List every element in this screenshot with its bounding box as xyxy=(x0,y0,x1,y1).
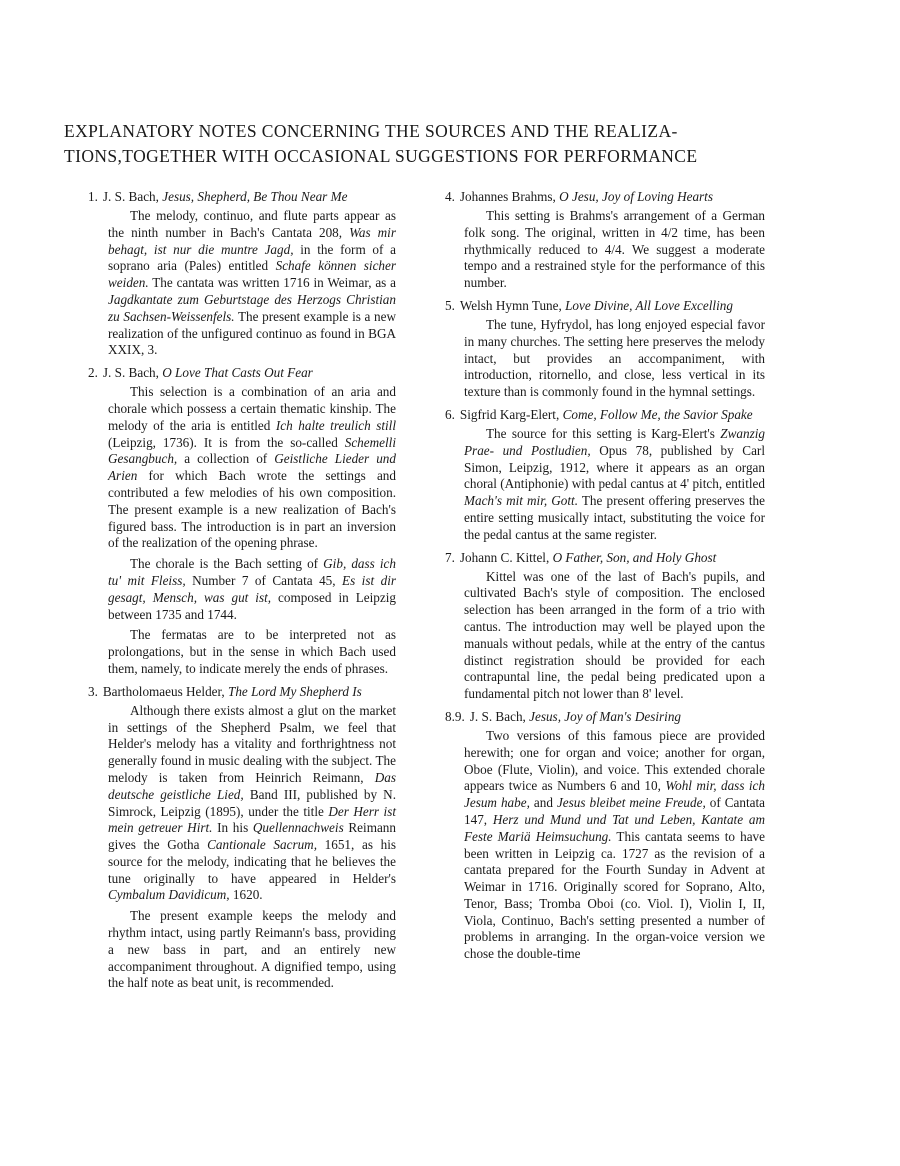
note-entry xyxy=(445,188,765,292)
note-heading xyxy=(445,406,765,423)
italic-title: Cantionale Sacrum, xyxy=(207,837,317,853)
text-run: of Cantata 147, xyxy=(464,795,766,827)
title-line-1: EXPLANATORY NOTES CONCERNING THE SOURCES AND THE REALIZA- xyxy=(64,121,678,141)
note-number: 7. xyxy=(445,549,455,565)
note-work-title: Come, Follow Me, the Savior Spake xyxy=(562,406,753,422)
note-paragraph xyxy=(108,627,396,677)
note-title xyxy=(103,683,396,700)
note-heading xyxy=(88,683,396,700)
note-entry xyxy=(445,297,765,401)
note-entry xyxy=(445,406,765,544)
text-run: This setting is Brahms's arrangement of a German folk song. The original, written in 4/2 time, has been rhythmically reduced to 4/4. We suggest a moderate tempo and a restrained style for the performance of this number. xyxy=(464,208,765,291)
text-run: a collection of xyxy=(177,451,275,467)
note-title xyxy=(460,297,765,314)
note-paragraph xyxy=(108,384,396,552)
text-run: This selection is a combination of an aria and chorale which possess a certain thematic kinship. The melody of the aria is entitled xyxy=(108,384,396,433)
note-composer: Welsh Hymn Tune, xyxy=(459,297,562,313)
note-entry xyxy=(88,364,396,678)
text-run: The melody, continuo, and flute parts appear as the ninth number in Bach's Cantata 208, xyxy=(108,208,396,240)
text-run: Band III, published by N. Simrock, Leipzig (1895), under the title xyxy=(108,786,396,819)
note-work-title: Jesus, Shepherd, Be Thou Near Me xyxy=(162,189,348,204)
note-title xyxy=(460,549,765,566)
italic-title: Mach's mit mir, Gott. xyxy=(464,493,579,509)
italic-title: Gib, dass ich tu' mit Fleiss, xyxy=(108,556,396,588)
text-run: The fermatas are to be interpreted not as prolongations, but in the sense in which Bach used them, namely, to indicate merely the ends of phrases. xyxy=(108,627,396,676)
text-run: The source for this setting is Karg-Elert's xyxy=(486,425,721,441)
note-title xyxy=(103,188,396,205)
text-run: The tune, Hyfrydol, has long enjoyed especial favor in many churches. The setting here preserves the melody intact, but provides an accompaniment, with introduction, ritornello, and close, less vertical in its texture than is commonly found in the hymnal settings. xyxy=(464,316,765,400)
note-paragraph xyxy=(464,426,765,544)
note-heading xyxy=(88,188,396,205)
note-paragraph xyxy=(108,703,396,905)
note-heading xyxy=(445,188,765,205)
text-run: The chorale is the Bach setting of xyxy=(130,556,324,572)
note-heading xyxy=(88,364,396,381)
note-work-title: O Father, Son, and Holy Ghost xyxy=(552,549,717,565)
left-column xyxy=(88,188,396,997)
note-composer: J. S. Bach, xyxy=(469,708,526,724)
note-number: 6. xyxy=(445,406,455,422)
text-run: 1651, as his source for the melody, indicating that he believes the tune originally to have appeared in Helder's xyxy=(108,837,397,886)
note-title xyxy=(103,364,396,381)
text-run: 1620. xyxy=(229,887,263,903)
text-run: Reimann gives the Gotha xyxy=(108,820,396,853)
italic-title: Zwanzig Prae- und Postludien, xyxy=(464,425,765,458)
italic-title: Schafe können sicher weiden. xyxy=(108,258,397,291)
italic-title: Jagdkantate zum Geburtstage des Herzogs Christian zu Sachsen-Weissenfels. xyxy=(108,291,396,324)
note-heading xyxy=(445,297,765,314)
text-run: Although there exists almost a glut on the market in settings of the Shepherd Psalm, we feel that Helder's melody has a vitality and forthrightness not generally found in music dealing with the subject. The melody is taken from Heinrich Reimann, xyxy=(108,702,396,785)
note-work-title: The Lord My Shepherd Is xyxy=(227,683,362,699)
italic-title: Ich halte treulich still xyxy=(275,417,396,433)
text-run: In his xyxy=(212,820,253,836)
note-composer: Johannes Brahms, xyxy=(459,189,556,204)
italic-title: Das deutsche geistliche Lied, xyxy=(108,769,396,802)
note-entry xyxy=(88,683,396,993)
text-run: The cantata was written 1716 in Weimar, as a xyxy=(148,275,396,291)
note-composer: Sigfrid Karg-Elert, xyxy=(459,406,560,422)
note-paragraph xyxy=(464,317,765,401)
note-work-title: O Love That Casts Out Fear xyxy=(162,365,313,381)
note-entry xyxy=(445,549,765,703)
note-paragraph xyxy=(108,556,396,623)
note-work-title: Love Divine, All Love Excelling xyxy=(565,297,733,313)
note-number: 5. xyxy=(445,297,455,313)
note-number: 2. xyxy=(88,365,98,381)
note-number: 1. xyxy=(88,189,98,204)
note-composer: Bartholomaeus Helder, xyxy=(102,683,225,699)
note-paragraph xyxy=(464,728,765,963)
page-title xyxy=(64,119,844,169)
note-heading xyxy=(445,708,765,725)
italic-title: Wohl mir, dass ich Jesum habe, xyxy=(464,778,765,811)
italic-title: Herz und Mund und Tat und Leben, Kantate am Feste Mariä Heimsuchung. xyxy=(464,811,765,844)
italic-title: Quellennachweis xyxy=(252,820,344,836)
note-paragraph xyxy=(464,208,765,292)
text-run: Two versions of this famous piece are provided herewith; one for organ and voice; another for organ, Oboe (Flute, Violin), and voice. This extended chorale appears twice as Numbers 6 and 10, xyxy=(464,727,765,794)
italic-title: Cymbalum Davidicum, xyxy=(108,887,230,903)
note-title xyxy=(460,406,765,423)
title-line-2: TIONS,TOGETHER WITH OCCASIONAL SUGGESTIONS FOR PERFORMANCE xyxy=(64,146,698,166)
text-run: The present example is a new realization of the unfigured continuo as found in BGA XXIX, 3. xyxy=(108,308,396,358)
text-run: Number 7 of Cantata 45, xyxy=(185,572,343,588)
note-number: 4. xyxy=(445,189,455,204)
note-title xyxy=(460,188,765,205)
note-paragraph xyxy=(108,908,396,992)
text-run: and xyxy=(529,795,557,811)
italic-title: Es ist dir gesagt, Mensch, was gut ist, xyxy=(108,572,396,605)
italic-title: Was mir behagt, ist nur die muntre Jagd, xyxy=(108,224,396,257)
text-run: composed in Leipzig between 1735 and 1744. xyxy=(108,589,396,622)
note-composer: Johann C. Kittel, xyxy=(459,549,550,565)
italic-title: Geistliche Lieder und Arien xyxy=(108,451,396,484)
note-entry xyxy=(88,188,396,359)
note-paragraph xyxy=(464,569,765,703)
note-composer: J. S. Bach, xyxy=(102,189,159,204)
text-run: The present offering preserves the entire setting musically intact, substituting the voice for the pedal cantus at the same register. xyxy=(464,493,765,542)
note-work-title: O Jesu, Joy of Loving Hearts xyxy=(559,189,713,204)
note-work-title: Jesus, Joy of Man's Desiring xyxy=(529,708,682,724)
note-heading xyxy=(445,549,765,566)
note-title xyxy=(470,708,765,725)
note-entry xyxy=(445,708,765,963)
text-run: Kittel was one of the last of Bach's pupils, and cultivated Bach's style of composition. The enclosed selection has been arranged in the form of a trio with cantus. The introduction may well be played upon the manuals without pedals, while at the entry of the cantus distinct registration should be provided for each contrapuntal line, the pedal being predicated upon a fundamental pitch not lower than 8' level. xyxy=(464,568,765,702)
note-paragraph xyxy=(108,208,396,359)
italic-title: Schemelli Gesangbuch, xyxy=(108,434,396,467)
note-number: 8.9. xyxy=(445,708,465,724)
right-column xyxy=(445,188,765,968)
text-run: Opus 78, published by Carl Simon, Leipzig, 1912, where it appears as an organ choral (Antiphonie) with pedal cantus at 4' pitch, entitled xyxy=(464,442,765,492)
italic-title: Der Herr ist mein getreuer Hirt. xyxy=(108,803,396,836)
note-number: 3. xyxy=(88,683,98,699)
text-run: The present example keeps the melody and rhythm intact, using partly Reimann's bass, providing a new bass in part, and an entirely new accompaniment throughout. A dignified tempo, using the half note as beat unit, is recommended. xyxy=(108,908,396,991)
text-run: in the form of a soprano aria (Pales) entitled xyxy=(108,241,396,274)
note-composer: J. S. Bach, xyxy=(102,365,159,381)
text-run: (Leipzig, 1736). It is from the so-called xyxy=(108,434,345,450)
italic-title: Jesus bleibet meine Freude, xyxy=(556,795,706,811)
text-run: for which Bach wrote the settings and contributed a few melodies of his own composition. The present example is a new realization of Bach's figured bass. The introduction is in part an inversion of the realization of the opening phrase. xyxy=(108,468,396,551)
text-run: This cantata seems to have been written in Leipzig ca. 1727 as the revision of a cantata prepared for the Fourth Sunday in Advent at Weimar in 1716. Originally scored for Soprano, Alto, Tenor, Bass; Tromba Oboi (co. Viol. I), Violin I, II, Viola, Continuo, Bach's setting presented a number of problems in arranging. In the organ-voice version we chose the double-time xyxy=(464,828,766,962)
